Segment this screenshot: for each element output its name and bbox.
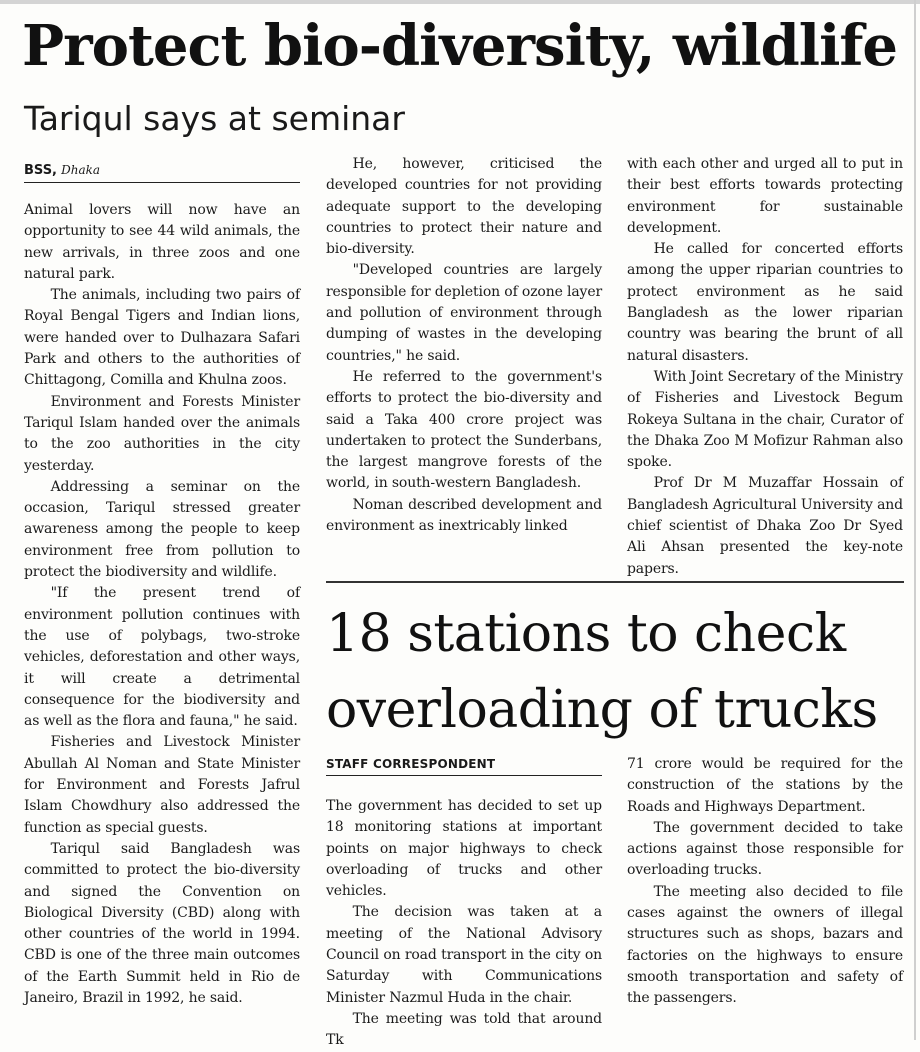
paragraph: "If the present trend of environment pollution continues with the use of polybags, two-stroke vehicles, deforestation and other ways, it will create a detrimental consequence for the biodiversity and as well as the flora and fauna," he said.	[24, 585, 300, 730]
paragraph: The animals, including two pairs of Royal Bengal Tigers and Indian lions, were handed over to Dulhazara Safari Park and others to the authorities of Chittagong, Comilla and Khulna zoos.	[24, 287, 300, 389]
article-column-3	[627, 154, 903, 580]
paragraph: Noman described development and environment as inextricably linked	[326, 496, 602, 535]
headline: Protect bio-diversity, wildlife	[22, 13, 898, 79]
paragraph-continued: with each other and urged all to put in their best efforts towards protecting environment for sustainable development.	[627, 156, 903, 236]
article-column-1	[24, 200, 300, 1009]
paragraph: The meeting also decided to file cases against the owners of illegal structures such as shops, bazars and factories on the highways to ensure smooth transportation and safety of the passengers.	[627, 883, 903, 1007]
paragraph: Addressing a seminar on the occasion, Tariqul stressed greater awareness among the people to keep environment free from pollution to protect the biodiversity and wildlife.	[24, 478, 300, 581]
byline-place: Dhaka	[61, 163, 101, 177]
paragraph-continued: 71 crore would be required for the construction of the stations by the Roads and Highways Department.	[627, 756, 903, 815]
paragraph: Tariqul said Bangladesh was committed to protect the bio-diversity and signed the Convention on Biological Diversity (CBD) along with other countries of the world in 1994. CBD is one of the three main outcomes of the Earth Summit held in Rio de Janeiro, Brazil in 1992, he said.	[24, 840, 300, 1006]
top-rule	[0, 0, 920, 4]
byline: STAFF CORRESPONDENT	[326, 754, 602, 776]
paragraph: The government has decided to set up 18 monitoring stations at important points on major highways to check overloading of trucks and other vehicles.	[326, 798, 602, 900]
section-divider	[326, 581, 904, 583]
article-column-2	[326, 154, 602, 537]
paragraph: "Developed countries are largely responsible for depletion of ozone layer and pollution of environment through dumping of wastes in the developing countries," he said.	[326, 262, 602, 364]
article-column-2	[627, 754, 903, 1010]
paragraph: Fisheries and Livestock Minister Abullah Al Noman and State Minister for Environment and Forests Jafrul Islam Chowdhury also addressed the function as special guests.	[24, 734, 300, 836]
side-rule	[914, 0, 916, 1040]
paragraph: Animal lovers will now have an opportunity to see 44 wild animals, the new arrivals, in three zoos and one natural park.	[24, 202, 300, 282]
paragraph: The decision was taken at a meeting of the National Advisory Council on road transport in the city on Saturday with Communications Minister Nazmul Huda in the chair.	[326, 904, 602, 1006]
paragraph: He, however, criticised the developed countries for not providing adequate support to the developing countries to protect their nature and bio-diversity.	[326, 156, 602, 258]
paragraph: He called for concerted efforts among the upper riparian countries to protect environment as he said Bangladesh as the lower riparian country was bearing the brunt of all natural disasters.	[627, 241, 903, 364]
paragraph: With Joint Secretary of the Ministry of Fisheries and Livestock Begum Rokeya Sultana in the chair, Curator of the Dhaka Zoo M Mofizur Rahman also spoke.	[627, 368, 903, 471]
paragraph: The meeting was told that around Tk	[326, 1010, 602, 1049]
byline	[24, 160, 300, 183]
byline-agency: BSS,	[24, 163, 57, 178]
paragraph: Prof Dr M Muzaffar Hossain of Bangladesh Agricultural University and chief scientist of Dhaka Zoo Dr Syed Ali Ahsan presented the key-note papers.	[627, 475, 903, 577]
paragraph: He referred to the government's efforts to protect the bio-diversity and said a Taka 400 crore project was undertaken to protect the Sunderbans, the largest mangrove forests of the world, in south-western Bangladesh.	[326, 368, 602, 492]
headline: 18 stations to check overloading of trucks	[326, 604, 878, 740]
subheadline: Tariqul says at seminar	[24, 99, 405, 138]
paragraph: The government decided to take actions against those responsible for overloading trucks.	[627, 819, 903, 879]
paragraph: Environment and Forests Minister Tariqul Islam handed over the animals to the zoo authorities in the city yesterday.	[24, 393, 300, 474]
article-column-1	[326, 796, 602, 1052]
